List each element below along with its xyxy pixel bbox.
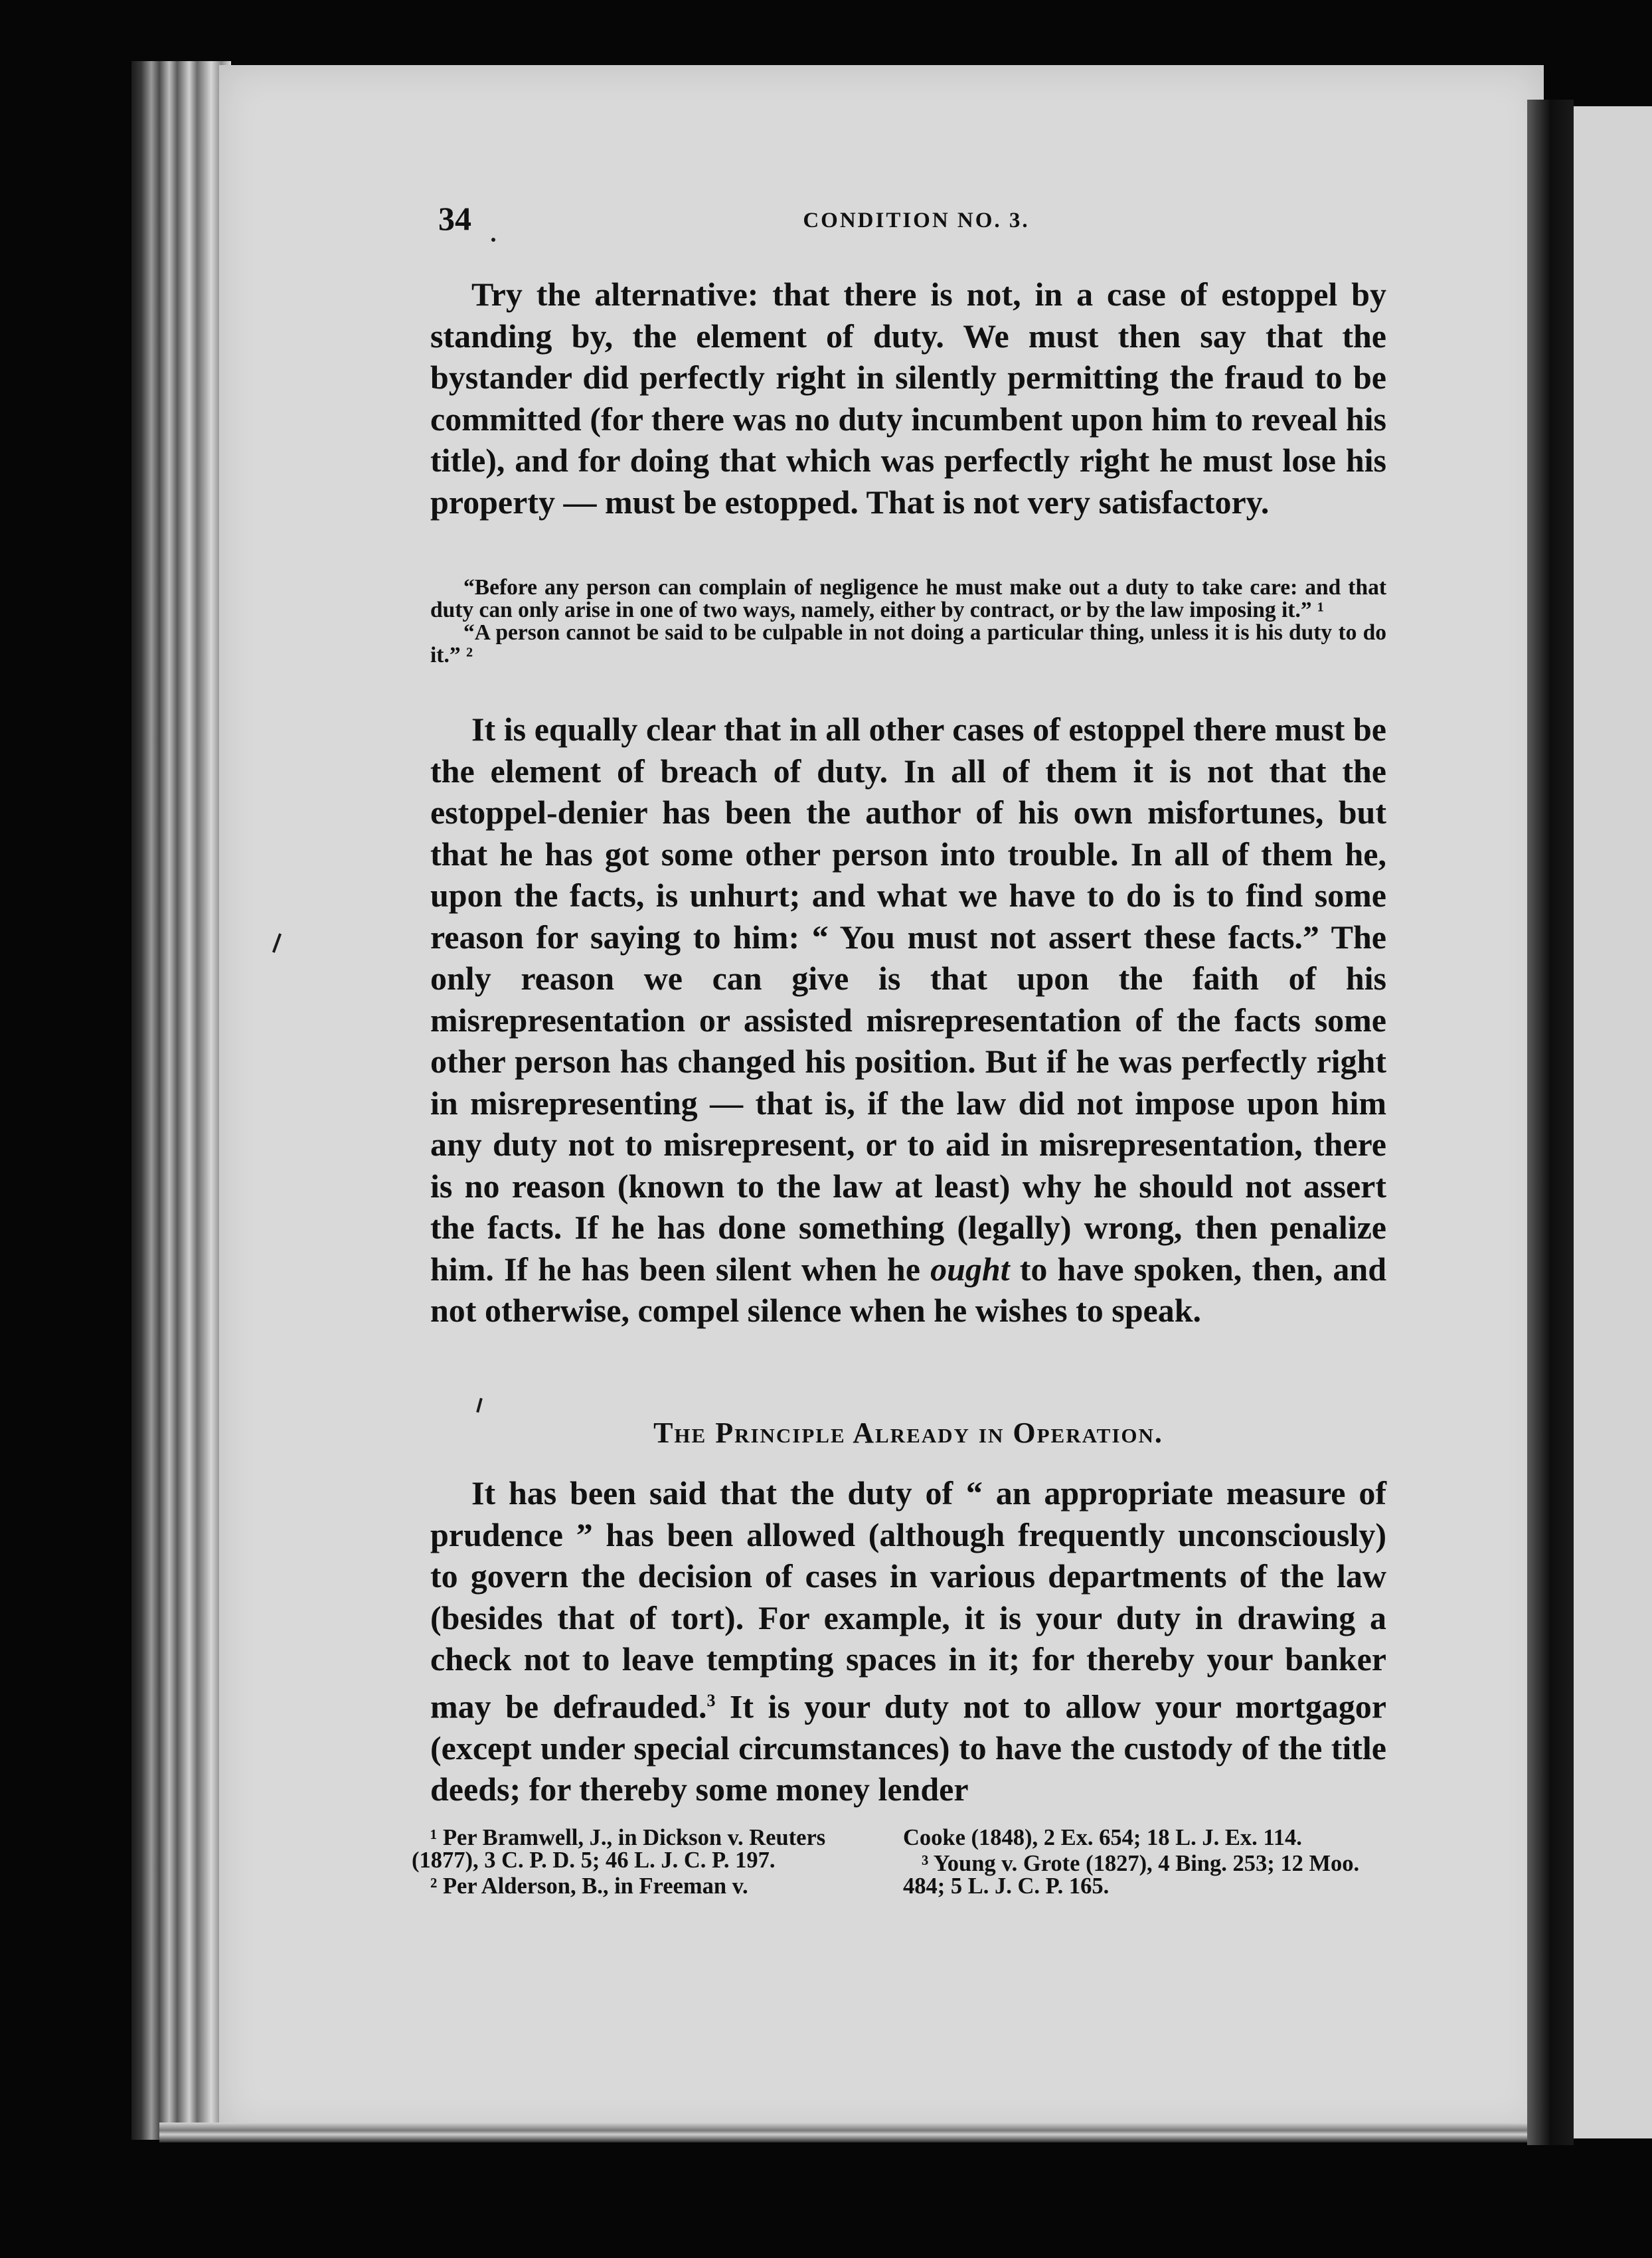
page-header <box>438 199 1394 252</box>
footnote-1: ¹ Per Bramwell, J., in Dickson v. Reuters (1877), 3 C. P. D. 5; 46 L. J. C. P. 197. <box>412 1825 826 1873</box>
paragraph-principle-text-a: It has been said that the duty of “ an appropriate measure of prudence ” has been allowed (although frequently unconsciously) to govern the decision of cases in various departments of the law (besides that of tort). For example, it is your duty in drawing a check not to leave tempting spaces in it; for thereby your banker may be defrauded. <box>430 1474 1386 1725</box>
scan-speck <box>491 238 495 242</box>
footnotes-left-column <box>412 1826 876 1897</box>
footnote-3: ³ Young v. Grote (1827), 4 Bing. 253; 12 Moo. 484; 5 L. J. C. P. 165. <box>903 1851 1360 1899</box>
quote-culpable: “A person cannot be said to be culpable in not doing a particular thing, unless it is his duty to do it.” ² <box>430 620 1386 667</box>
block-quotes <box>430 576 1386 667</box>
paragraph-principle <box>430 1472 1386 1810</box>
footnote-2-continued: Cooke (1848), 2 Ex. 654; 18 L. J. Ex. 114. <box>903 1825 1302 1850</box>
footnotes-right-column <box>903 1826 1374 1897</box>
adjacent-page-edge <box>1574 106 1652 2138</box>
paragraph-breach-of-duty <box>430 709 1386 1332</box>
footnote-2: ² Per Alderson, B., in Freeman v. <box>430 1873 748 1899</box>
paragraph-principle-text-b: It is your duty not to allow your mortgagor (except under special circumstances) to have the custody of the title deeds; for thereby some money lender <box>430 1688 1387 1808</box>
section-heading: The Principle Already in Operation. <box>653 1417 1163 1449</box>
book-gutter <box>1527 100 1574 2145</box>
paragraph-alternative: Try the alternative: that there is not, in a case of estoppel by standing by, the element of duty. We must then say that the bystander did perfectly right in silently permitting the fraud to be committed (for there was no duty incumbent upon him to reveal his title), and for doing that which was perfectly right he must lose his property — must be estopped. That is not very satisfactory. <box>430 276 1386 521</box>
paragraph-breach-text-b: to have spoken, then, and not otherwise, compel silence when he wishes to speak. <box>430 1250 1387 1329</box>
page-number: 34 <box>438 200 471 237</box>
stacked-page-edges <box>131 61 231 2140</box>
page-bottom-edge <box>159 2123 1527 2142</box>
footnote-ref-3: 3 <box>706 1690 716 1710</box>
running-head: CONDITION NO. 3. <box>803 209 1030 232</box>
emphasis-ought: ought <box>930 1250 1010 1288</box>
paragraph-breach-text-a: It is equally clear that in all other cases of estoppel there must be the element of breach of duty. In all of them it is not that the estoppel-denier has been the author of his own misfortunes, but that he has got some other person into trouble. In all of them he, upon the facts, is unhurt; and what we have to do is to find some reason for saying to him: “ You must not assert these facts.” The only reason we can give is that upon the faith of his misrepresentation or assisted misrepresentation of the facts some other person has changed his position. But if he was perfectly right in misrepresenting — that is, if the law did not impose upon him any duty not to misrepresent, or to aid in misrepresentation, there is no reason (known to the law at least) why he should not assert the facts. If he has done something (legally) wrong, then penalize him. If he has been silent when he <box>430 711 1386 1288</box>
quote-negligence: “Before any person can complain of negligence he must make out a duty to take care: and that duty can only arise in one of two ways, namely, either by contract, or by the law imposing it.” ¹ <box>430 575 1386 622</box>
